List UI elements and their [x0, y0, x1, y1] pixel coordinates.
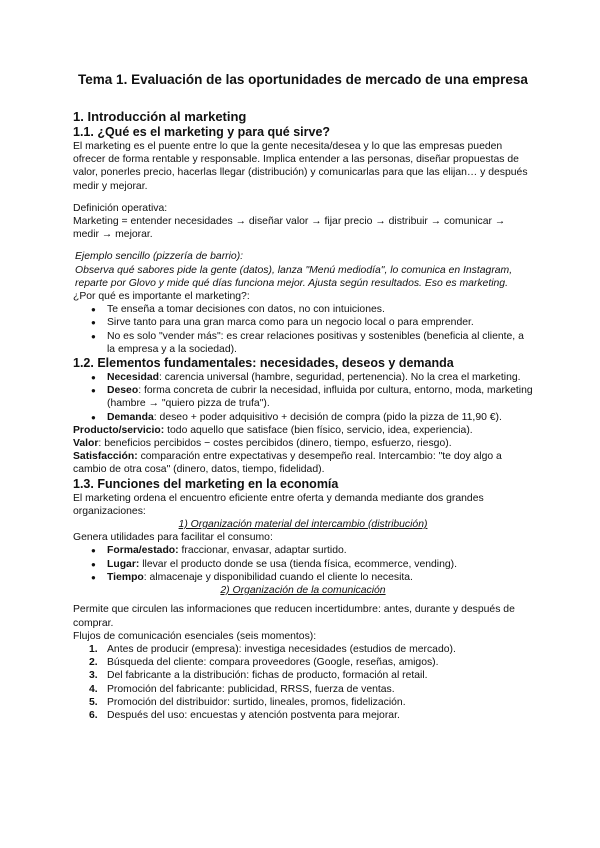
example-text: Observa qué sabores pide la gente (datos), lanza "Menú mediodía", lo comunica en Instagram, reparte por Glovo y mide qué días funciona mejor. Ajusta según resultados. Eso es marketing. [75, 264, 513, 289]
section-1-3-heading: 1.3. Funciones del marketing en la economía [73, 476, 339, 491]
document-title: Tema 1. Evaluación de las oportunidades de mercado de una empresa [78, 72, 528, 87]
document-page [73, 72, 533, 722]
list-item: 4. Promoción del fabricante: publicidad, RRSS, fuerza de ventas. [89, 683, 395, 695]
list-item: ● Forma/estado: fraccionar, envasar, adaptar surtido. [73, 544, 533, 557]
term: Necesidad [107, 372, 159, 384]
list-item: ● No es solo "vender más": es crear relaciones positivas y sostenibles (beneficia al cliente, a la empresa y a la sociedad). [73, 330, 533, 356]
definition-value: Valor: beneficios percibidos − costes percibidos (dinero, tiempo, esfuerzo, riesgo). [73, 438, 452, 450]
marketing-definition-paragraph: El marketing es el puente entre lo que la gente necesita/desea y lo que las empresas pueden ofrecer de forma rentable y responsable. Implica entender a las personas, diseñar propuestas de valor, ponerles precio, hacerlas llegar (distribución) y comunicarlas para que las elijan… y después medir y mejorar. [73, 141, 528, 192]
operative-definition-label: Definición operativa: [73, 202, 168, 214]
utilities-list [73, 544, 533, 584]
list-item: 6. Después del uso: encuestas y atención postventa para mejorar. [89, 709, 400, 721]
list-item: 2. Búsqueda del cliente: compara proveedores (Google, reseñas, amigos). [89, 657, 439, 669]
why-important-label: ¿Por qué es importante el marketing?: [73, 291, 250, 303]
list-item: ● Te enseña a tomar decisiones con datos, no con intuiciones. [73, 303, 533, 316]
definition-product: Producto/servicio: todo aquello que satisface (bien físico, servicio, idea, experiencia). [73, 424, 473, 436]
example-label: Ejemplo sencillo (pizzería de barrio): [75, 251, 244, 263]
term: Deseo [107, 385, 139, 397]
list-item: 1. Antes de producir (empresa): investiga necesidades (estudios de mercado). [89, 643, 456, 655]
section-1-1-heading: 1.1. ¿Qué es el marketing y para qué sirve? [73, 125, 331, 139]
functions-intro: El marketing ordena el encuentro eficiente entre oferta y demanda mediante dos grandes organizaciones: [73, 492, 484, 517]
communication-flows-list [73, 643, 533, 722]
organization-2-heading: 2) Organización de la comunicación [220, 585, 386, 597]
operative-definition-text: Marketing = entender necesidades → diseñar valor → fijar precio → distribuir → comunicar → medir → mejorar. [73, 216, 506, 241]
section-1-heading: 1. Introducción al marketing [73, 109, 247, 124]
list-item: ● Lugar: llevar el producto donde se usa (tienda física, ecommerce, vending). [73, 558, 533, 571]
why-important-list [73, 303, 533, 356]
flows-label: Flujos de comunicación esenciales (seis momentos): [73, 630, 317, 642]
list-item: 3. Del fabricante a la distribución: fichas de producto, formación al retail. [89, 670, 428, 682]
list-item: ● Tiempo: almacenaje y disponibilidad cuando el cliente lo necesita. [73, 571, 533, 584]
fundamental-elements-list [73, 371, 533, 424]
term: Demanda [107, 411, 154, 423]
organization-2-intro: Permite que circulen las informaciones que reducen incertidumbre: antes, durante y después de comprar. [73, 604, 515, 629]
section-1-2-heading: 1.2. Elementos fundamentales: necesidades, deseos y demanda [73, 356, 454, 371]
list-item: ● Deseo: forma concreta de cubrir la necesidad, influida por cultura, entorno, moda, marketing (hambre → "quiero pizza de trufa"). [73, 384, 533, 410]
list-item: ● Sirve tanto para una gran marca como para un negocio local o para emprender. [73, 316, 533, 329]
list-item: 5. Promoción del distribuidor: surtido, lineales, promos, fidelización. [89, 696, 406, 708]
list-item: ● Necesidad: carencia universal (hambre, seguridad, pertenencia). No la crea el marketing. [73, 371, 533, 384]
organization-1-intro: Genera utilidades para facilitar el consumo: [73, 532, 273, 544]
definition-satisfaction: Satisfacción: comparación entre expectativas y desempeño real. Intercambio: "te doy algo a cambio de otra cosa" (dinero, datos, tiempo, fidelidad). [73, 451, 502, 476]
list-item: ● Demanda: deseo + poder adquisitivo + decisión de compra (pido la pizza de 11,90 €). [73, 411, 533, 424]
organization-1-heading: 1) Organización material del intercambio (distribución) [178, 519, 428, 531]
